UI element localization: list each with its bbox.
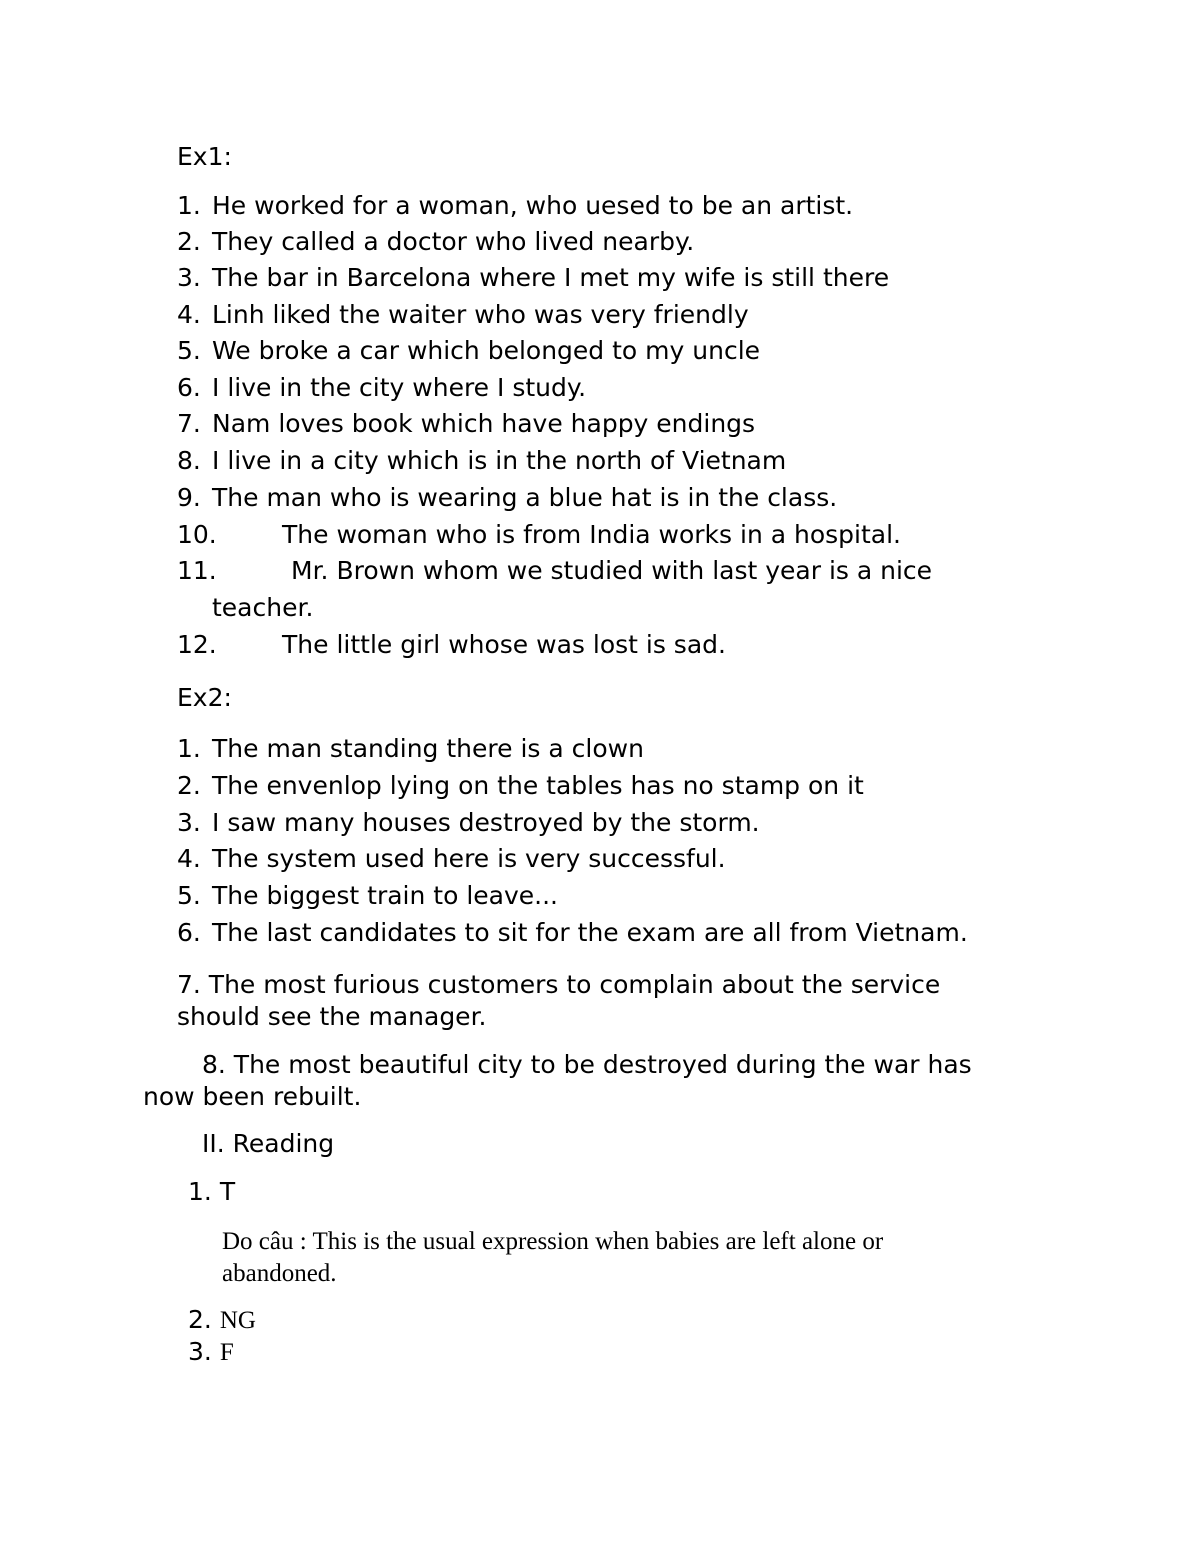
item-text: Linh liked the waiter who was very friendly [212, 300, 749, 329]
item-number: 4. [177, 300, 201, 329]
item-text: I live in the city where I study. [212, 373, 587, 402]
item-text: I live in a city which is in the north of Vietnam [212, 446, 787, 475]
list-item [177, 731, 644, 767]
list-item [177, 188, 854, 224]
reason-line-1: Do câu : This is the usual expression when babies are left alone or [222, 1228, 884, 1255]
reason-line-2: abandoned. [222, 1260, 337, 1287]
item-number: 3. [188, 1337, 212, 1366]
item-number: 10. [177, 520, 217, 549]
item-number: 2. [177, 227, 201, 256]
item-number: 1. [177, 734, 201, 763]
item-text: The system used here is very successful. [212, 844, 726, 873]
ex2-item-8-line-1: 8. The most beautiful city to be destroyed during the war has [202, 1050, 972, 1079]
reading-heading: II. Reading [202, 1129, 335, 1158]
item-number: 11. [177, 556, 217, 585]
list-item [177, 517, 901, 553]
item-number: 2. [177, 771, 201, 800]
list-item [177, 553, 933, 589]
item-number: 9. [177, 483, 201, 512]
item-number: 1. [177, 191, 201, 220]
item-number: 12. [177, 630, 217, 659]
reading-item [188, 1176, 235, 1208]
item-text: I saw many houses destroyed by the storm. [212, 808, 760, 837]
item-continuation: teacher. [212, 593, 314, 622]
item-number: 1. [188, 1177, 212, 1206]
item-number: 5. [177, 336, 201, 365]
list-item [177, 406, 756, 442]
item-text: Mr. Brown whom we studied with last year is a nice [291, 556, 933, 585]
item-number: 2. [188, 1305, 212, 1334]
item-number: 6. [177, 373, 201, 402]
item-number: 8. [177, 446, 201, 475]
ex2-item-7-line-2: should see the manager. [177, 1002, 487, 1031]
item-text: The man standing there is a clown [212, 734, 644, 763]
ex2-item-7-line-1: 7. The most furious customers to complain about the service [177, 970, 941, 999]
list-item [177, 260, 890, 296]
item-text: The man who is wearing a blue hat is in the class. [212, 483, 838, 512]
list-item [177, 370, 587, 406]
list-item [177, 627, 726, 663]
item-text: Nam loves book which have happy endings [212, 409, 756, 438]
item-text: The envenlop lying on the tables has no stamp on it [212, 771, 864, 800]
reading-item [188, 1336, 234, 1369]
answer-value: NG [219, 1307, 256, 1334]
list-item [177, 768, 864, 804]
answer-value: T [219, 1177, 236, 1206]
list-item [177, 224, 695, 260]
list-item [177, 805, 760, 841]
item-text: The last candidates to sit for the exam are all from Vietnam. [212, 918, 968, 947]
ex2-heading: Ex2: [177, 683, 232, 712]
item-number: 3. [177, 263, 201, 292]
list-item [177, 915, 968, 951]
list-item [177, 878, 558, 914]
item-text: The biggest train to leave... [212, 881, 558, 910]
list-item [177, 297, 749, 333]
answer-value: F [219, 1339, 234, 1366]
item-text: The bar in Barcelona where I met my wife is still there [212, 263, 890, 292]
item-text: He worked for a woman, who uesed to be an artist. [212, 191, 854, 220]
list-item [177, 841, 726, 877]
item-text: We broke a car which belonged to my uncle [212, 336, 761, 365]
item-number: 6. [177, 918, 201, 947]
list-item [177, 443, 787, 479]
ex2-item-8-line-2: now been rebuilt. [143, 1082, 362, 1111]
reading-item [188, 1304, 256, 1337]
list-item [177, 480, 838, 516]
item-number: 5. [177, 881, 201, 910]
item-number: 7. [177, 409, 201, 438]
item-text: The little girl whose was lost is sad. [282, 630, 726, 659]
item-number: 4. [177, 844, 201, 873]
item-text: The woman who is from India works in a hospital. [282, 520, 901, 549]
item-number: 3. [177, 808, 201, 837]
item-text: They called a doctor who lived nearby. [212, 227, 695, 256]
ex1-heading: Ex1: [177, 142, 232, 171]
list-item [177, 333, 761, 369]
